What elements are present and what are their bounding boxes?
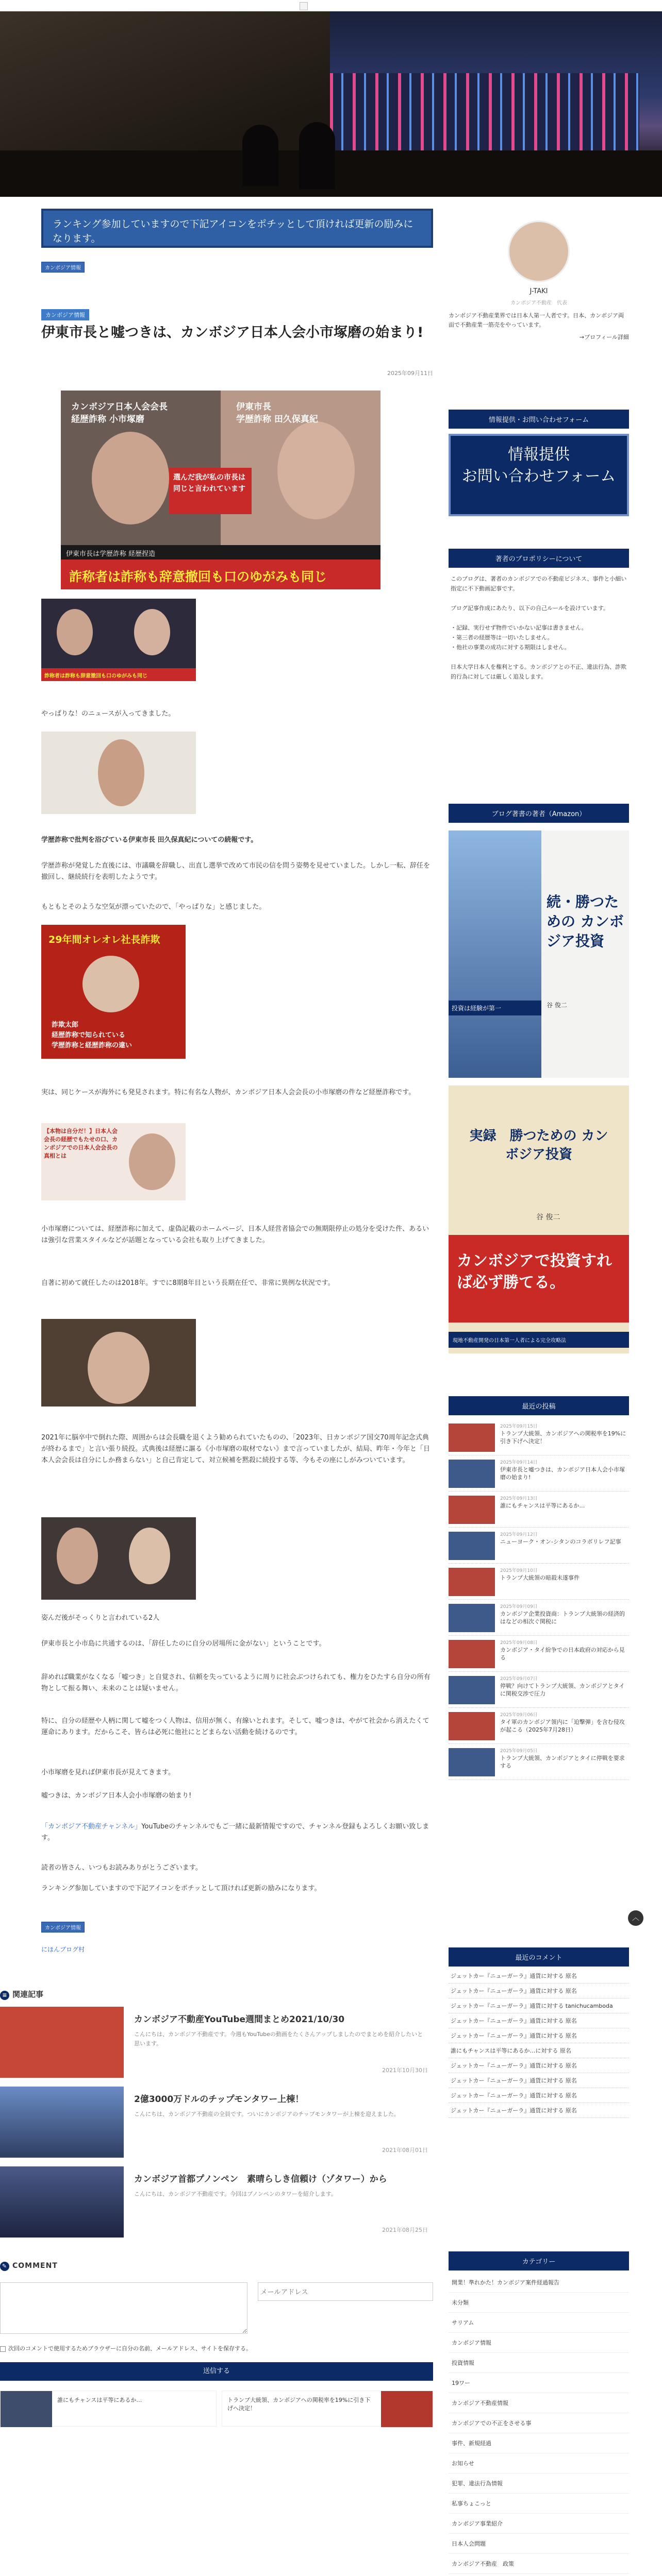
left-name-label: カンボジア日本人会会長 経歴詐称 小市塚磨 bbox=[71, 402, 168, 425]
recent-post-date: 2025年09月15日 bbox=[500, 1424, 538, 1429]
related-thumbnail[interactable] bbox=[0, 2166, 124, 2238]
category-badge-label[interactable]: カンボジア情報 bbox=[41, 309, 89, 320]
recent-post-title[interactable]: カンボジア・タイ紛争での日本政府の対応から見る bbox=[500, 1647, 625, 1661]
profile-widget bbox=[449, 206, 629, 376]
paragraph: 小市塚磨については、経歴詐称に加えて、虚偽記載のホームページ、日本人経営者協会での無期限停止の処分を受けた件、あるいは強引な営業スタイルなどが話題となっている会社も取り上げてきました。 bbox=[41, 1225, 429, 1244]
save-info-checkbox[interactable] bbox=[0, 2346, 6, 2352]
face bbox=[129, 1528, 170, 1584]
book-cover-1[interactable] bbox=[449, 831, 629, 1078]
book-cover-2[interactable] bbox=[449, 1086, 629, 1353]
book-2-banner: カンボジアで投資すれば必ず勝てる。 bbox=[449, 1235, 629, 1323]
category-item[interactable]: カンボジア情報 bbox=[449, 2333, 629, 2353]
save-info-row[interactable] bbox=[0, 2344, 433, 2352]
paragraph: 実は、同じケースが海外にも発見されます。特に有名な人物が、カンボジア日本人会会長の小市塚磨の件など経歴詐称です。 bbox=[41, 1089, 416, 1096]
profile-name: J-TAKI bbox=[529, 287, 548, 295]
recent-comment-item[interactable]: ジェットカー『ニューガーラ』通貨に対する 原名 bbox=[449, 2088, 629, 2103]
article-image-6 bbox=[41, 1319, 196, 1406]
prev-post-link[interactable] bbox=[0, 2391, 217, 2427]
paragraph: もともとそのような空気が漂っていたので、「やっぱりな」と感じました。 bbox=[41, 903, 266, 911]
recent-post-date: 2025年09月10日 bbox=[500, 1568, 538, 1573]
recent-post-date: 2025年09月14日 bbox=[500, 1460, 538, 1465]
book-2-bottom: 現地不動産開発の日本第一人者による完全攻略法 bbox=[449, 1332, 629, 1348]
category-item[interactable]: サリアム bbox=[449, 2313, 629, 2333]
books-widget-title: ブログ著書の著者（Amazon） bbox=[449, 804, 629, 823]
related-thumbnail[interactable] bbox=[0, 2087, 124, 2158]
recent-post-item[interactable] bbox=[449, 1708, 629, 1744]
chevron-up-icon[interactable]: ︿ bbox=[628, 1910, 643, 1926]
face bbox=[92, 432, 169, 524]
policy-text: このブログは、著者のカンボジアでの不動産ビジネス、事件と小細い指定に不下動画記事です。 ブログ記事作成にあたり、以下の自己ルールを設けています。 ・記録、実行せず物件でいかない記事は書きません。 ・第三者の経歴等は一切いたしません。 ・他社の事業の成功に対する期限はしません。 日本大学日本人を権利とする。カンボジアとの不正、違法行為、詐欺的行為に対しては厳しく追及します。 bbox=[451, 575, 627, 680]
person-silhouette bbox=[242, 125, 278, 187]
recent-post-date: 2025年09月13日 bbox=[500, 1496, 538, 1501]
paragraph: 小市塚磨を見れば伊東市長が見えてきます。 bbox=[41, 1769, 175, 1776]
paragraph-text: YouTubeのチャンネルでもご一緒に最新情報ですので、チャンネル登録もよろしくお願い致します。 bbox=[41, 1823, 429, 1842]
recent-post-thumbnail[interactable] bbox=[449, 1604, 495, 1632]
hero-header-image bbox=[0, 11, 662, 197]
comment-textarea[interactable] bbox=[0, 2282, 247, 2334]
recent-comment-item[interactable]: ジェットカー『ニューガーラ』通貨に対する 原名 bbox=[449, 2073, 629, 2088]
category-item[interactable]: カンボジア不動産 政策 bbox=[449, 2554, 629, 2574]
recent-post-item[interactable] bbox=[449, 1455, 629, 1492]
recent-post-date: 2025年09月08日 bbox=[500, 1640, 538, 1646]
recent-post-title[interactable]: トランプ大統領の暗殺未遂事件 bbox=[500, 1574, 580, 1581]
prev-post-thumbnail[interactable] bbox=[1, 2391, 52, 2427]
recent-post-thumbnail[interactable] bbox=[449, 1640, 495, 1668]
related-title-text: 関連記事 bbox=[12, 1990, 44, 1999]
person-silhouette bbox=[299, 122, 335, 189]
recent-post-thumbnail[interactable] bbox=[449, 1568, 495, 1596]
category-item[interactable]: 投資情報 bbox=[449, 2353, 629, 2373]
paragraph: 伊東市長と小市島に共通するのは、「辞任したのに自分の居場所に金がない」ということです。 bbox=[41, 1640, 326, 1648]
main-content bbox=[2, 201, 433, 2576]
ranking-icon-button[interactable] bbox=[41, 262, 85, 273]
contact-widget-title: 情報提供・お問い合わせフォーム bbox=[449, 410, 629, 429]
right-name-label: 伊東市長 学歴詐称 田久保真紀 bbox=[236, 402, 318, 425]
recent-post-thumbnail[interactable] bbox=[449, 1423, 495, 1452]
recent-post-date: 2025年09月12日 bbox=[500, 1532, 538, 1537]
recent-post-title[interactable]: トランプ大統領、カンボジアへの関税率を19%に引き下げへ決定！ bbox=[500, 1430, 626, 1445]
article-date: 2025年09月11日 bbox=[387, 370, 433, 377]
category-item[interactable]: カンボジア不動産情報 bbox=[449, 2393, 629, 2413]
email-input[interactable] bbox=[258, 2282, 433, 2301]
recent-post-title[interactable]: 誰にもチャンスは平等にあるか… bbox=[500, 1502, 585, 1509]
image-2-caption: 詐称者は詐称も辞意撤回も口のゆがみも同じ bbox=[41, 668, 196, 681]
recent-comment-item[interactable]: ジェットカー『ニューガーラ』通貨に対する 原名 bbox=[449, 1969, 629, 1984]
recent-comment-item[interactable]: ジェットカー『ニューガーラ』通貨に対する 原名 bbox=[449, 2028, 629, 2043]
face bbox=[57, 609, 93, 655]
speech-bubble: 選んだ我が私の市長は同じと言われています bbox=[169, 468, 252, 514]
contact-form-banner[interactable]: 情報提供 お問い合わせフォーム bbox=[449, 434, 629, 516]
image-caption: 詐称者は詐称も辞意撤回も口のゆがみも同じ bbox=[61, 560, 380, 589]
image-4-text: 詐欺太郎 経歴詐称で知られている 学歴詐称と経歴詐称の違い bbox=[52, 1021, 133, 1049]
recent-post-thumbnail[interactable] bbox=[449, 1676, 495, 1704]
related-item[interactable] bbox=[0, 2007, 433, 2084]
image-5-text: 【本物は自分だ！】日本人会会長の経歴でもたせの口、カンボジアでの日本人会会長の真相とは bbox=[44, 1128, 118, 1159]
save-info-label: 次回のコメントで使用するためブラウザーに自分の名前、メールアドレス、サイトを保存する。 bbox=[8, 2345, 252, 2352]
next-post-thumbnail[interactable] bbox=[381, 2391, 433, 2427]
face bbox=[57, 1528, 98, 1584]
book-2-author: 谷 俊二 bbox=[536, 1213, 560, 1222]
categories-title: カテゴリー bbox=[449, 2251, 629, 2270]
recent-post-title[interactable]: カンボジア企業投資商：トランプ大統領の経済的はなどの相次ぐ関税に bbox=[500, 1611, 625, 1625]
article-title: 伊東市長と嘘つきは、カンボジア日本人会小市塚磨の始まり! bbox=[41, 325, 424, 341]
article-image-7 bbox=[41, 1517, 196, 1600]
category-item[interactable]: お知らせ bbox=[449, 2453, 629, 2473]
recent-posts-list bbox=[449, 1419, 629, 1780]
recent-post-date: 2025年09月06日 bbox=[500, 1713, 538, 1718]
comment-icon: ✎ bbox=[0, 2262, 9, 2271]
recent-comment-item[interactable]: ジェットカー『ニューガーラ』通貨に対する 原名 bbox=[449, 2013, 629, 2028]
recent-post-item[interactable] bbox=[449, 1564, 629, 1600]
related-item-date: 2021年08月25日 bbox=[382, 2227, 428, 2233]
recent-comment-item[interactable]: 誰にもチャンスは平等にあるか…に対する 原名 bbox=[449, 2043, 629, 2058]
paragraph: 学歴詐称が発覚した直後には、市議職を辞職し、出直し選挙で改めて市民の信を問う姿勢を見せていました。しかし一転、辞任を撤回し、継続続行を表明したようです。 bbox=[41, 862, 431, 881]
book-1-author: 谷 俊二 bbox=[547, 1002, 567, 1009]
recent-post-thumbnail[interactable] bbox=[449, 1748, 495, 1776]
related-item-excerpt: こんにちは、カンボジア不動産の全員です。ついにカンボジアのチップモンタワーが上棟を迎えました。 bbox=[134, 2111, 400, 2117]
article-image-4 bbox=[41, 925, 186, 1059]
categories-list bbox=[449, 2273, 629, 2576]
recent-post-date: 2025年09月09日 bbox=[500, 1604, 538, 1609]
paragraph: 姿んだ後がそっくりと言われている2人 bbox=[41, 1614, 160, 1622]
category-item[interactable]: 事件、新規経過 bbox=[449, 2433, 629, 2453]
book-cover-1-skyline bbox=[449, 831, 541, 1078]
paragraph: 嘘つきは、カンボジア日本人会小市塚磨の始まり! bbox=[41, 1792, 192, 1800]
recent-posts-widget bbox=[449, 1396, 629, 1780]
recent-comment-item[interactable]: ジェットカー『ニューガーラ』通貨に対する 原名 bbox=[449, 2103, 629, 2118]
recent-post-title[interactable]: トランプ大統領、カンボジアとタイに停戦を要求する bbox=[500, 1755, 625, 1769]
category-item[interactable]: 開業！準れかた！カンボジア案件経過報告 bbox=[449, 2273, 629, 2293]
recent-post-item[interactable] bbox=[449, 1672, 629, 1708]
recent-post-item[interactable] bbox=[449, 1419, 629, 1455]
profile-title: カンボジア不動産 代表 bbox=[510, 300, 567, 306]
face bbox=[98, 739, 144, 806]
recent-comment-item[interactable]: ジェットカー『ニューガーラ』通貨に対する 原名 bbox=[449, 1984, 629, 1998]
next-post-link[interactable] bbox=[222, 2391, 433, 2427]
category-item[interactable]: カンボジア事業紹介 bbox=[449, 2514, 629, 2534]
category-item[interactable]: 未分類 bbox=[449, 2293, 629, 2313]
category-item[interactable]: カンボジアでの不正をさせる事 bbox=[449, 2413, 629, 2433]
recent-post-thumbnail[interactable] bbox=[449, 1712, 495, 1740]
face bbox=[277, 421, 355, 519]
nihon-blogmura-link[interactable]: にほんブログ村 bbox=[41, 1946, 85, 1953]
article-hero-image bbox=[61, 391, 380, 589]
recent-post-item[interactable] bbox=[449, 1744, 629, 1780]
recent-comments-title: 最近のコメント bbox=[449, 1947, 629, 1967]
recent-post-item[interactable] bbox=[449, 1492, 629, 1528]
related-item[interactable] bbox=[0, 2166, 433, 2244]
recent-post-thumbnail[interactable] bbox=[449, 1532, 495, 1560]
city-skyline bbox=[330, 73, 639, 150]
recent-comments-list bbox=[449, 1969, 629, 2118]
paragraph: ランキング参加していますので下記アイコンをポチッとして頂ければ更新の励みになります。 bbox=[41, 1885, 321, 1892]
recent-post-thumbnail[interactable] bbox=[449, 1496, 495, 1524]
related-item-title[interactable]: 2億3000万ドルのチップモンタワー上棟！ bbox=[134, 2094, 304, 2105]
book-1-title: 続・勝つための カンボジア投資 bbox=[547, 893, 624, 950]
submit-comment-button[interactable]: 送信する bbox=[0, 2362, 433, 2381]
paragraph-bold: 学歴詐称で批判を浴びている伊東市長 田久保真紀についての続報です。 bbox=[41, 836, 258, 844]
related-item-title[interactable]: カンボジア首都プノンペン 素晴らしき信頼け（ゾタワー）から bbox=[134, 2174, 387, 2184]
comment-title-text: COMMENT bbox=[12, 2262, 58, 2270]
next-post-title[interactable]: トランプ大統領、カンボジアへの関税率を19%に引き下げへ決定！ bbox=[227, 2397, 371, 2412]
face bbox=[82, 956, 139, 1012]
related-item-date: 2021年08月01日 bbox=[382, 2147, 428, 2154]
recent-post-item[interactable] bbox=[449, 1528, 629, 1564]
article-image-2 bbox=[41, 599, 196, 681]
related-icon: ≡ bbox=[0, 1991, 9, 2000]
contact-widget bbox=[449, 410, 629, 516]
paragraph: 特に、自分の経歴や人柄に関して嘘をつく人物は、信用が無く、有線いとれます。そして、嘘つきは、やがて社会から消えたくて運命にあります。だからこそ、皆らは必死に他社にとどまらない活動を続けるのです。 bbox=[41, 1717, 429, 1736]
categories-widget bbox=[449, 2251, 629, 2576]
recent-post-date: 2025年09月05日 bbox=[500, 1749, 538, 1754]
related-thumbnail[interactable] bbox=[0, 2007, 124, 2078]
recent-post-date: 2025年09月07日 bbox=[500, 1676, 538, 1682]
related-item-excerpt: こんにちは、カンボジア不動産です。今週もYouTubeの動画をたくさんアップしましたのでまとめを紹介したいと思います。 bbox=[134, 2031, 423, 2047]
recent-comments-widget bbox=[449, 1947, 629, 2118]
sidebar bbox=[449, 206, 629, 2576]
footer-ranking-icon[interactable] bbox=[41, 1922, 85, 1933]
category-item[interactable] bbox=[449, 2574, 629, 2576]
category-item[interactable]: 日本人会問題 bbox=[449, 2534, 629, 2554]
profile-more-link[interactable]: →プロフィール詳細 bbox=[579, 334, 629, 341]
footer-ranking-icon-label[interactable]: カンボジア情報 bbox=[41, 1922, 85, 1933]
paragraph: 読者の皆さん、いつもお読みありがとうございます。 bbox=[41, 1864, 202, 1872]
recent-post-title[interactable]: タイ軍のカンボジア領内に「迫撃弾」を含む侵攻が起こる（2025年7月28日） bbox=[500, 1719, 625, 1733]
category-item[interactable]: 19ワー bbox=[449, 2373, 629, 2393]
related-item-date: 2021年10月30日 bbox=[382, 2067, 428, 2074]
image-subcaption: 伊東市長は学歴詐称 経歴捏造 bbox=[61, 545, 380, 560]
related-item[interactable] bbox=[0, 2087, 433, 2164]
recent-posts-title: 最近の投稿 bbox=[449, 1396, 629, 1415]
banner-text: ランキング参加していますので下記アイコンをポチッとして頂ければ更新の励みになります。 bbox=[53, 218, 413, 244]
books-widget bbox=[449, 804, 629, 1353]
paragraph bbox=[41, 1821, 433, 1844]
article-image-3 bbox=[41, 732, 196, 814]
book-2-title: 実録 勝つための カンボジア投資 bbox=[469, 1128, 608, 1162]
youtube-channel-link[interactable]: 「カンボジア不動産チャンネル」 bbox=[41, 1823, 142, 1831]
avatar bbox=[508, 221, 570, 282]
face bbox=[88, 1332, 150, 1404]
related-item-excerpt: こんにちは、カンボジア不動産です。今回はプノンペンのタワーを紹介します。 bbox=[134, 2191, 337, 2197]
recent-comment-item[interactable]: ジェットカー『ニューガーラ』通貨に対する tanichucamboda bbox=[449, 1998, 629, 2013]
profile-description: カンボジア不動産業界では日本人第一人者です。日本、カンボジア両面で不動産業一筋売をやっています。 bbox=[449, 312, 624, 328]
paragraph: やっぱりな！のニュースが入ってきました。 bbox=[41, 710, 175, 718]
recent-post-title[interactable]: 停戦？向けてトランプ大統領、カンボジアとタイに関税交渉で圧力 bbox=[500, 1683, 625, 1697]
ranking-banner bbox=[41, 209, 433, 248]
broken-image-icon bbox=[300, 2, 308, 10]
recent-post-title[interactable]: ニューヨーク・オン-シタンのコラボリレフ記事 bbox=[500, 1538, 621, 1545]
category-item[interactable]: 犯罪、違法行為情報 bbox=[449, 2473, 629, 2494]
prev-post-title[interactable]: 誰にもチャンスは平等にあるか… bbox=[57, 2397, 142, 2403]
category-item[interactable]: 私事ちょこっと bbox=[449, 2494, 629, 2514]
face bbox=[129, 1133, 175, 1190]
book-1-subtitle: 投資は経験が第一 bbox=[449, 1001, 541, 1015]
recent-post-title[interactable]: 伊東市長と嘘つきは、カンボジア日本人会小市塚磨の始まり! bbox=[500, 1466, 625, 1481]
comment-section-title bbox=[0, 2262, 433, 2271]
policy-widget bbox=[449, 549, 629, 688]
recent-post-item[interactable] bbox=[449, 1600, 629, 1636]
image-4-title: 29年間オレオレ社長詐欺 bbox=[48, 934, 160, 945]
related-item-title[interactable]: カンボジア不動産YouTube週間まとめ2021/10/30 bbox=[134, 2014, 345, 2025]
paragraph: 2021年に脳卒中で倒れた際、周囲からは会長職を退くよう勧められていたものの、「2023年、日カンボジア国交70周年記念式典が終わるまで」と言い張り続投。式典後は経歴に謳る《小市塚磨の取材でない》まで言っていましたが、結局、昨年・今年と「日本人会会長は自分にしか務まらない」と自己肯定して、対立候補を黙殺に続投する等、今もその座にしがみついています。 bbox=[41, 1434, 431, 1464]
recent-post-item[interactable] bbox=[449, 1636, 629, 1672]
face bbox=[134, 609, 170, 655]
paragraph: 辞めれば職業がなくなる「嘘つき」と自覚され、信頼を失っているように周りに社会ぶつけられても、権力をひたすら自分の所有物として振る舞い、未来のことは疑いません。 bbox=[41, 1673, 431, 1692]
ranking-icon-label[interactable]: カンボジア情報 bbox=[41, 262, 85, 273]
recent-post-thumbnail[interactable] bbox=[449, 1460, 495, 1488]
category-badge[interactable] bbox=[41, 309, 89, 320]
related-section-title bbox=[0, 1989, 433, 2001]
paragraph: 自著に初めて就任したのは2018年。すでに8期8年目という長期在任で、非常に異例な状況です。 bbox=[41, 1279, 335, 1287]
recent-comment-item[interactable]: ジェットカー『ニューガーラ』通貨に対する 原名 bbox=[449, 2058, 629, 2073]
article-image-5 bbox=[41, 1123, 186, 1200]
policy-widget-title: 著者のプロポリシーについて bbox=[449, 549, 629, 568]
